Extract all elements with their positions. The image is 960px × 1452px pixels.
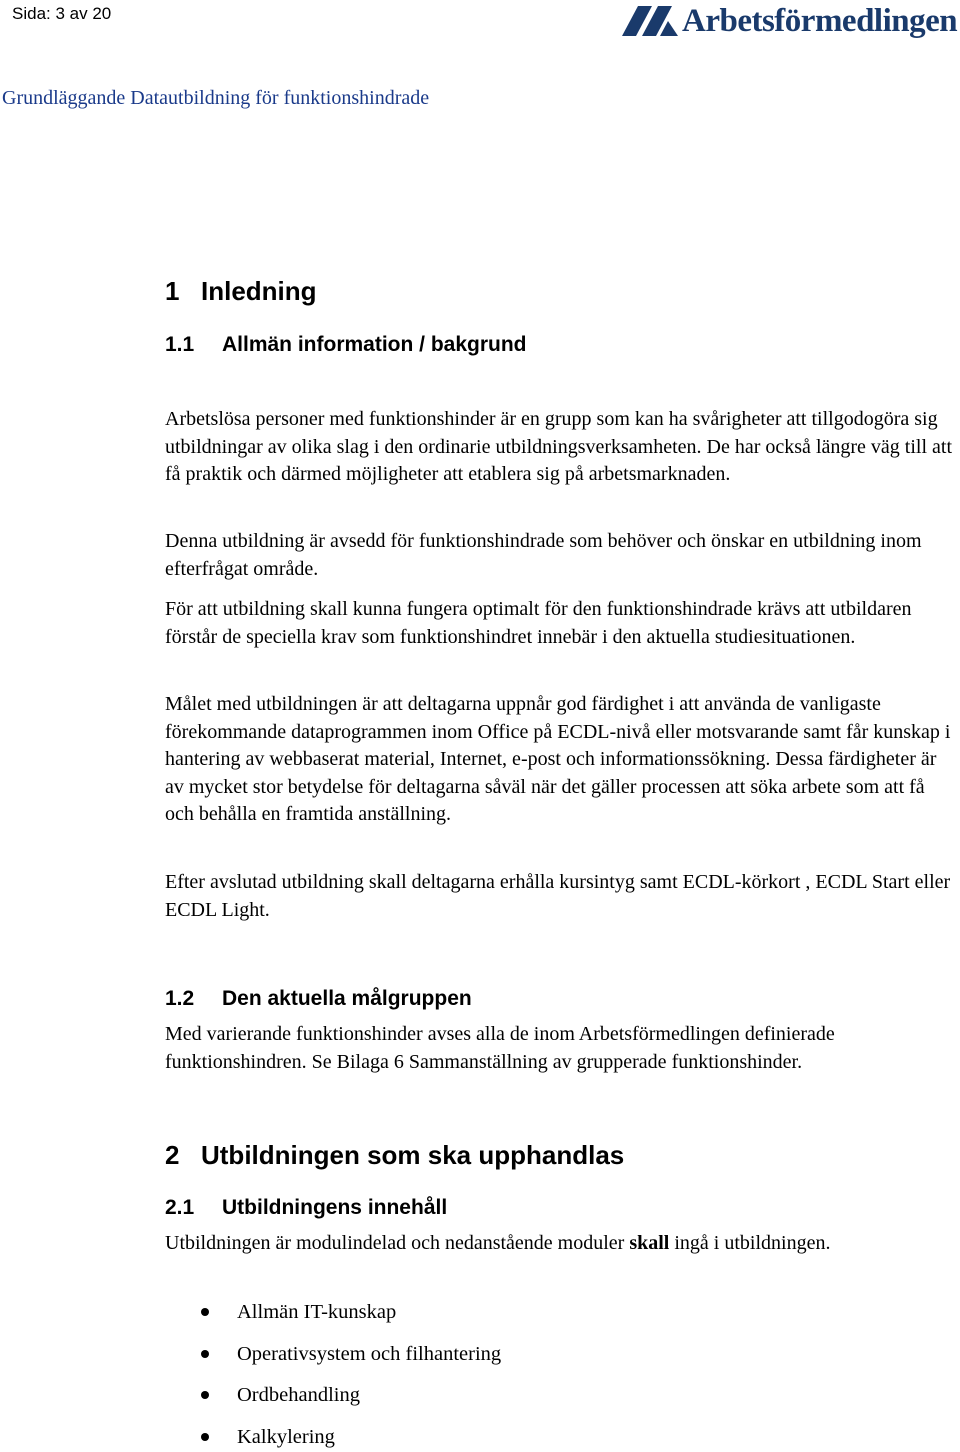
heading-2: [165, 1140, 624, 1171]
heading-number: 2.1: [165, 1196, 195, 1219]
list-item-text: Allmän IT-kunskap: [237, 1301, 397, 1323]
paragraph-background: Arbetslösa personer med funktionshinder är en grupp som kan ha svårigheter att tillgodogöra sig utbildningar av olika slag i den ordinarie utbildningsverksamheten. De har också längre väg till att få praktik och därmed möjligheter att etablera sig på arbetsmarknaden.: [165, 408, 953, 485]
page-number: Sida: 3 av 20: [12, 4, 112, 23]
list-item-text: Kalkylering: [237, 1425, 335, 1448]
heading-1-2: [165, 987, 472, 1011]
paragraph-purpose: Denna utbildning är avsedd för funktionshindrade som behöver och önskar en utbildning inom efterfrågat område.: [165, 530, 922, 580]
bullet-icon: [201, 1350, 209, 1358]
module-list: [165, 1298, 501, 1452]
heading-number: 1.2: [165, 987, 195, 1010]
heading-1-1: [165, 333, 527, 357]
paragraph-content: [165, 1230, 955, 1258]
list-item-text: Operativsystem och filhantering: [237, 1342, 502, 1365]
heading-number: 2: [165, 1140, 180, 1170]
list-item: [165, 1298, 501, 1340]
heading-number: 1: [165, 276, 180, 306]
bullet-icon: [201, 1391, 209, 1399]
paragraph-certificate: Efter avslutad utbildning skall deltagarna erhålla kursintyg samt ECDL-körkort , ECDL Start eller ECDL Light.: [165, 871, 951, 921]
heading-2-1: [165, 1196, 447, 1220]
heading-text: Inledning: [201, 276, 317, 306]
heading-text: Den aktuella målgruppen: [222, 987, 472, 1010]
heading-number: 1.1: [165, 333, 195, 356]
logo-mark-icon: [622, 6, 678, 36]
heading-1: [165, 276, 317, 307]
logo-wordmark: Arbetsförmedlingen: [682, 2, 958, 39]
list-item: [165, 1423, 501, 1452]
list-item: [165, 1340, 501, 1382]
list-item-text: Ordbehandling: [237, 1384, 360, 1406]
heading-text: Utbildningens innehåll: [222, 1196, 448, 1219]
paragraph-target-group: Med varierande funktionshinder avses alla de inom Arbetsförmedlingen definierade funktionshindren. Se Bilaga 6 Sammanställning av grupperade funktionshinder.: [165, 1023, 835, 1073]
paragraph-text: Utbildningen är modulindelad och nedanstående moduler: [165, 1232, 630, 1254]
list-item: [165, 1381, 501, 1423]
paragraph-requirements: För att utbildning skall kunna fungera optimalt för den funktionshindrade krävs att utbildaren förstår de speciella krav som funktionshindret innebär i den aktuella studiesituationen.: [165, 598, 912, 648]
arbetsformedlingen-logo: [622, 0, 958, 42]
bullet-icon: [201, 1433, 209, 1441]
heading-text: Utbildningen som ska upphandlas: [201, 1140, 625, 1170]
emphasis-text: skall: [629, 1232, 670, 1254]
paragraph-goal: Målet med utbildningen är att deltagarna uppnår god färdighet i att använda de vanligaste förekommande dataprogrammen inom Office på ECDL-nivå eller motsvarande samt får kunskap i hantering av webbaserat material, Internet, e-post och informationssökning. Dessa färdigheter är av mycket stor betydelse för deltagarna såväl när det gäller processen att söka arbete som att få och behålla en framtida anställning.: [165, 693, 951, 825]
heading-text: Allmän information / bakgrund: [222, 333, 527, 356]
bullet-icon: [201, 1308, 209, 1316]
paragraph-text: ingå i utbildningen.: [669, 1232, 831, 1254]
document-title: Grundläggande Datautbildning för funktionshindrade: [2, 87, 430, 109]
